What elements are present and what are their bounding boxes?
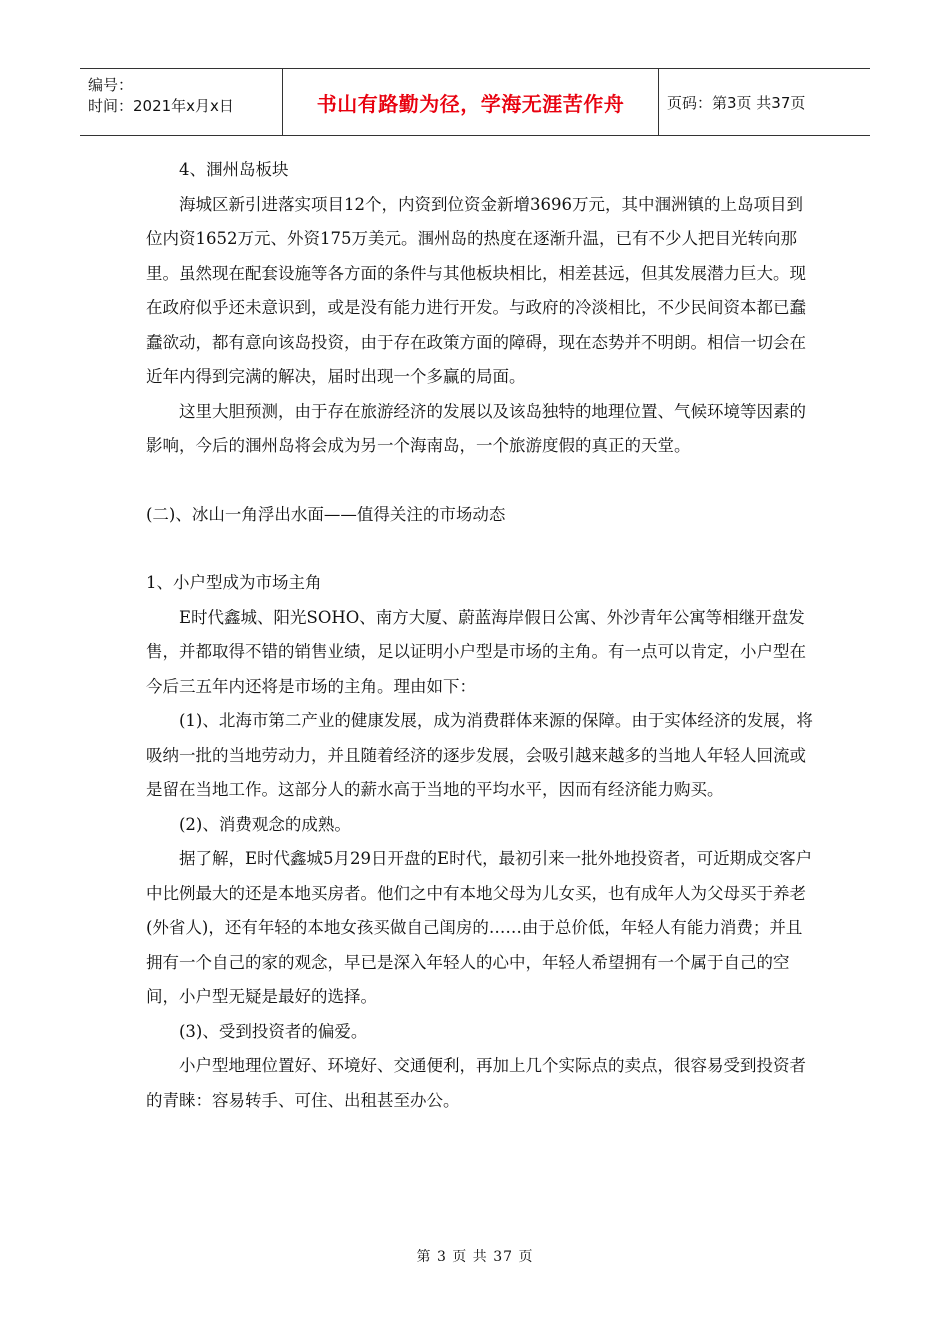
paragraph-reason-3-title: (3)、受到投资者的偏爱。 bbox=[179, 1021, 368, 1041]
paragraph-weizhou-investment: 海城区新引进落实项目12个，内资到位资金新增3696万元，其中涠洲镇的上岛项目到位内资1652万元、外资175万美元。涠州岛的热度在逐渐升温，已有不少人把目光转向那里。虽然现在配套设施等各方面的条件与其他板块相比，相差甚远，但其发展潜力巨大。现在政府似乎还未意识到，或是没有能力进行开发。与政府的冷淡相比，不少民间资本都已蠢蠢欲动，都有意向该岛投资，由于存在政策方面的障碍，现在态势并不明朗。相信一切会在近年内得到完满的解决，届时出现一个多赢的局面。 bbox=[146, 194, 806, 386]
header-meta-cell bbox=[80, 69, 283, 135]
spacer bbox=[146, 464, 814, 498]
subsection-1-title: 1、小户型成为市场主角 bbox=[146, 573, 322, 592]
paragraph-reason-3-detail: 小户型地理位置好、环境好、交通便利，再加上几个实际点的卖点，很容易受到投资者的青睐：容易转手、可住、出租甚至办公。 bbox=[146, 1056, 806, 1110]
section-4-title: 4、涠州岛板块 bbox=[179, 160, 289, 179]
header-page-info: 页码：第3页 共37页 bbox=[667, 93, 806, 112]
document-time-label: 时间：2021年x月x日 bbox=[88, 97, 234, 115]
spacer bbox=[146, 532, 814, 566]
page-footer: 第 3 页 共 37 页 bbox=[416, 1249, 534, 1265]
document-body bbox=[146, 153, 814, 1118]
section-2-title: (二)、冰山一角浮出水面——值得关注的市场动态 bbox=[146, 504, 506, 524]
paragraph-weizhou-prediction: 这里大胆预测，由于存在旅游经济的发展以及该岛独特的地理位置、气候环境等因素的影响，今后的涠州岛将会成为另一个海南岛，一个旅游度假的真正的天堂。 bbox=[146, 401, 806, 455]
paragraph-small-units-intro: E时代鑫城、阳光SOHO、南方大厦、蔚蓝海岸假日公寓、外沙青年公寓等相继开盘发售，并都取得不错的销售业绩，足以证明小户型是市场的主角。有一点可以肯定，小户型在今后三五年内还将是市场的主角。理由如下： bbox=[146, 607, 806, 696]
paragraph-reason-1: (1)、北海市第二产业的健康发展，成为消费群体来源的保障。由于实体经济的发展，将吸纳一批的当地劳动力，并且随着经济的逐步发展，会吸引越来越多的当地人年轻人回流或是留在当地工作。这部分人的薪水高于当地的平均水平，因而有经济能力购买。 bbox=[146, 711, 813, 799]
document-number-label: 编号： bbox=[88, 76, 134, 94]
header-motto: 书山有路勤为径，学海无涯苦作舟 bbox=[283, 69, 659, 135]
page-header bbox=[80, 68, 870, 136]
paragraph-reason-2-title: (2)、消费观念的成熟。 bbox=[179, 814, 351, 834]
paragraph-reason-2-detail: 据了解，E时代鑫城5月29日开盘的E时代，最初引来一批外地投资者，可近期成交客户中比例最大的还是本地买房者。他们之中有本地父母为儿女买，也有成年人为父母买于养老(外省人)，还有年轻的本地女孩买做自己闺房的……由于总价低，年轻人有能力消费；并且拥有一个自己的家的观念，早已是深入年轻人的心中，年轻人希望拥有一个属于自己的空间，小户型无疑是最好的选择。 bbox=[146, 849, 813, 1006]
